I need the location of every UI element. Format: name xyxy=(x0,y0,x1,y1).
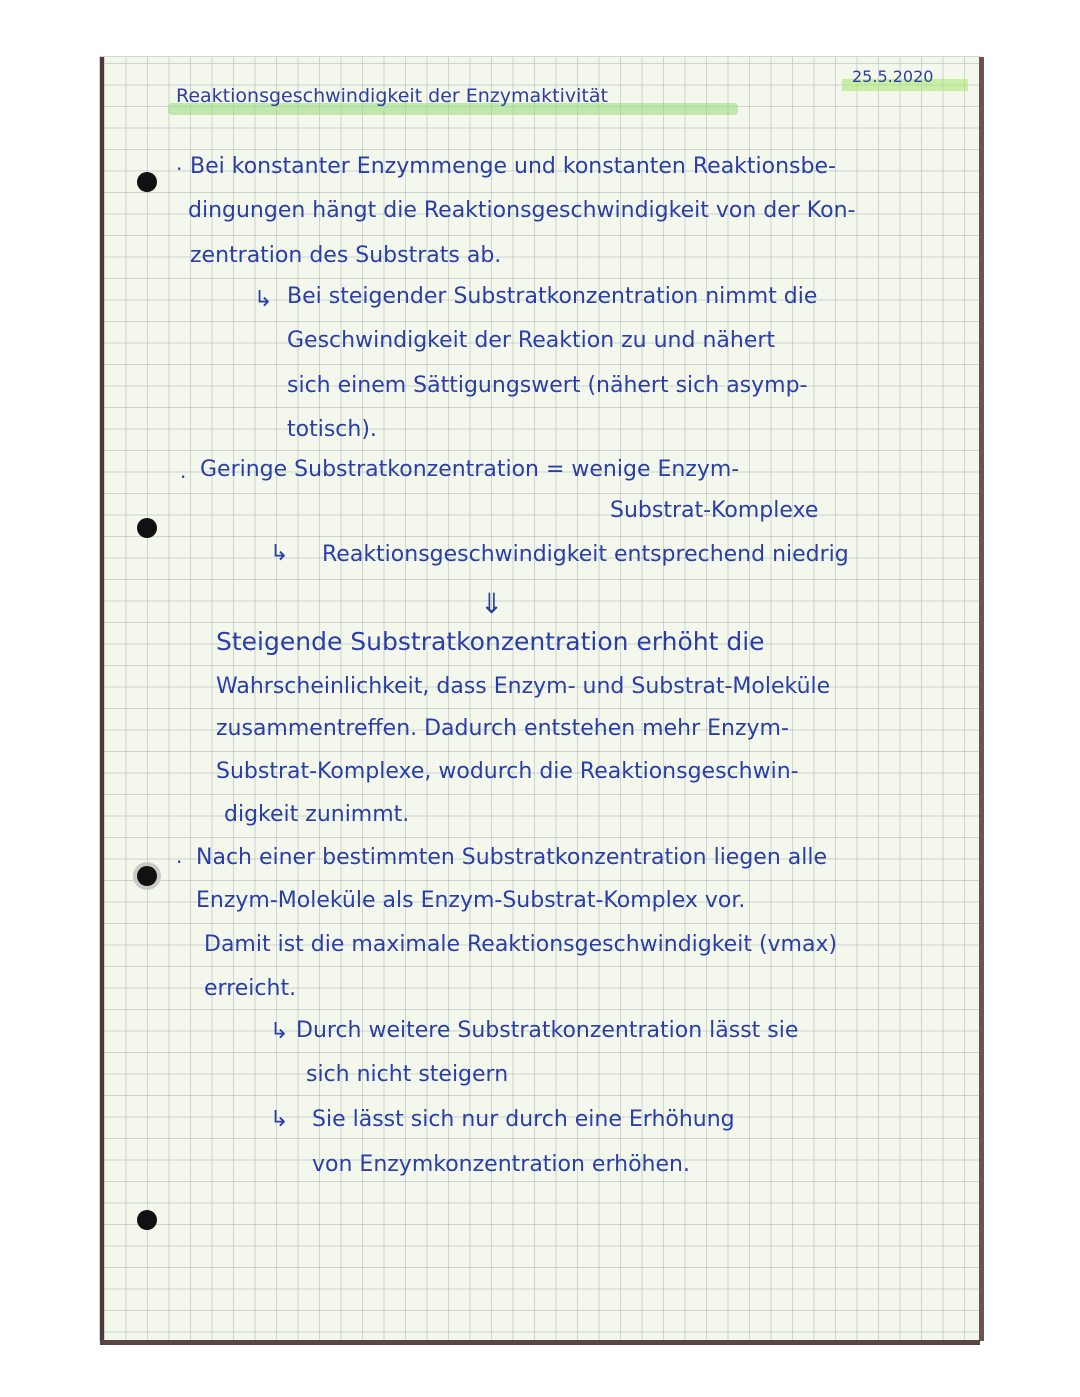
punch-hole xyxy=(137,172,157,192)
punch-hole xyxy=(137,518,157,538)
page-edge-bottom xyxy=(100,1340,980,1345)
text-line: Durch weitere Substratkonzentration lässt sie xyxy=(296,1018,799,1043)
page-edge-left xyxy=(100,57,104,1341)
text-line: sich nicht steigern xyxy=(306,1062,509,1087)
bullet-point: · xyxy=(176,850,183,874)
arrow-icon: ↳ xyxy=(254,287,273,312)
page-date: 25.5.2020 xyxy=(852,67,934,86)
arrow-icon: ↳ xyxy=(270,541,289,566)
bullet-point: · xyxy=(180,465,187,489)
page-edge-right xyxy=(979,57,984,1341)
text-line: zentration des Substrats ab. xyxy=(190,243,502,268)
arrow-icon: ↳ xyxy=(270,1019,289,1044)
text-line: von Enzymkonzentration erhöhen. xyxy=(312,1152,690,1177)
text-line: totisch). xyxy=(287,417,377,442)
arrow-icon: ↳ xyxy=(270,1107,289,1132)
text-line: dingungen hängt die Reaktionsgeschwindigkeit von der Kon- xyxy=(188,198,856,223)
punch-hole xyxy=(137,866,157,886)
text-line: Geschwindigkeit der Reaktion zu und nähert xyxy=(287,328,776,353)
text-line: Steigende Substratkonzentration erhöht die xyxy=(216,627,765,656)
text-line: Geringe Substratkonzentration = wenige Enzym- xyxy=(200,457,740,482)
text-line: Enzym-Moleküle als Enzym-Substrat-Komplex vor. xyxy=(196,888,746,913)
text-line: digkeit zunimmt. xyxy=(224,802,410,827)
bullet-point: · xyxy=(176,157,183,181)
text-line: Bei konstanter Enzymmenge und konstanten Reaktionsbe- xyxy=(190,154,836,179)
notebook-page xyxy=(100,57,980,1341)
page-title: Reaktionsgeschwindigkeit der Enzymaktivität xyxy=(176,85,608,107)
text-line: sich einem Sättigungswert (nähert sich asymp- xyxy=(287,373,808,398)
down-arrow-icon: ⇓ xyxy=(480,587,504,620)
text-line: Reaktionsgeschwindigkeit entsprechend niedrig xyxy=(322,542,849,567)
text-line: Sie lässt sich nur durch eine Erhöhung xyxy=(312,1107,735,1132)
text-line: Damit ist die maximale Reaktionsgeschwindigkeit (vmax) xyxy=(204,932,838,957)
text-line: Wahrscheinlichkeit, dass Enzym- und Substrat-Moleküle xyxy=(216,674,831,699)
text-line: Substrat-Komplexe, wodurch die Reaktionsgeschwin- xyxy=(216,759,799,784)
punch-hole xyxy=(137,1210,157,1230)
text-line: zusammentreffen. Dadurch entstehen mehr Enzym- xyxy=(216,716,789,741)
text-line: Bei steigender Substratkonzentration nimmt die xyxy=(287,284,818,309)
text-line: Nach einer bestimmten Substratkonzentration liegen alle xyxy=(196,845,828,870)
text-line: Substrat-Komplexe xyxy=(610,498,819,523)
text-line: erreicht. xyxy=(204,976,297,1001)
